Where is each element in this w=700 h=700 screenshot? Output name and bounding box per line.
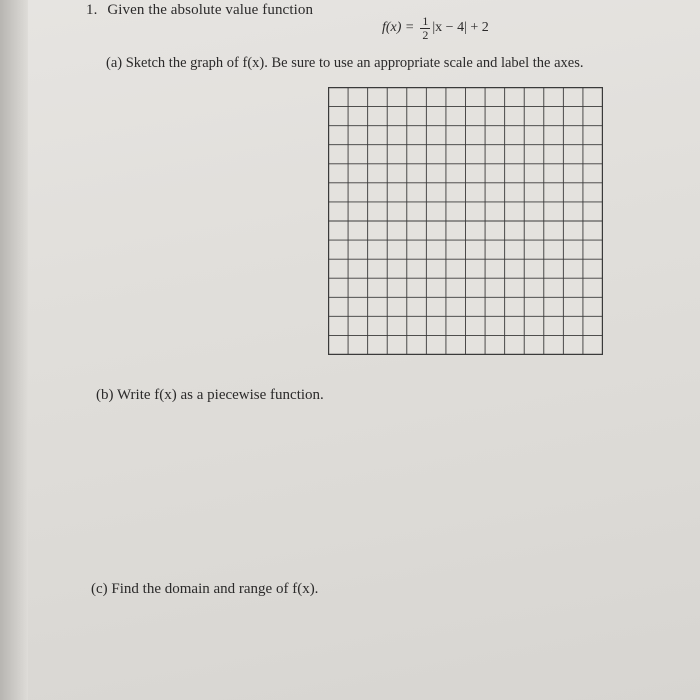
part-b-label: (b) [96,387,114,403]
question-number: 1. [86,2,98,18]
formula-rhs: |x − 4| + 2 [432,20,489,35]
part-a-label: (a) [106,55,123,71]
graph-grid[interactable] [328,87,603,355]
fraction-numerator: 1 [422,13,429,28]
part-c-label: (c) [91,581,108,597]
part-b-prompt [96,387,324,404]
formula-lhs: f(x) = [382,20,415,35]
formula-fraction [420,15,430,42]
question-header [86,2,313,19]
question-text: Given the absolute value function [107,2,314,18]
part-c-text: Find the domain and range of f(x). [111,581,319,597]
part-c-prompt [91,581,318,598]
part-a-prompt [106,55,584,72]
part-a-text: Sketch the graph of f(x). Be sure to use an appropriate scale and label the axes. [125,55,584,71]
part-b-text: Write f(x) as a piecewise function. [116,387,324,403]
fraction-denominator: 2 [422,27,429,42]
page-shadow-edge [0,0,28,700]
function-formula [382,8,489,48]
graph-grid-svg [328,87,603,355]
